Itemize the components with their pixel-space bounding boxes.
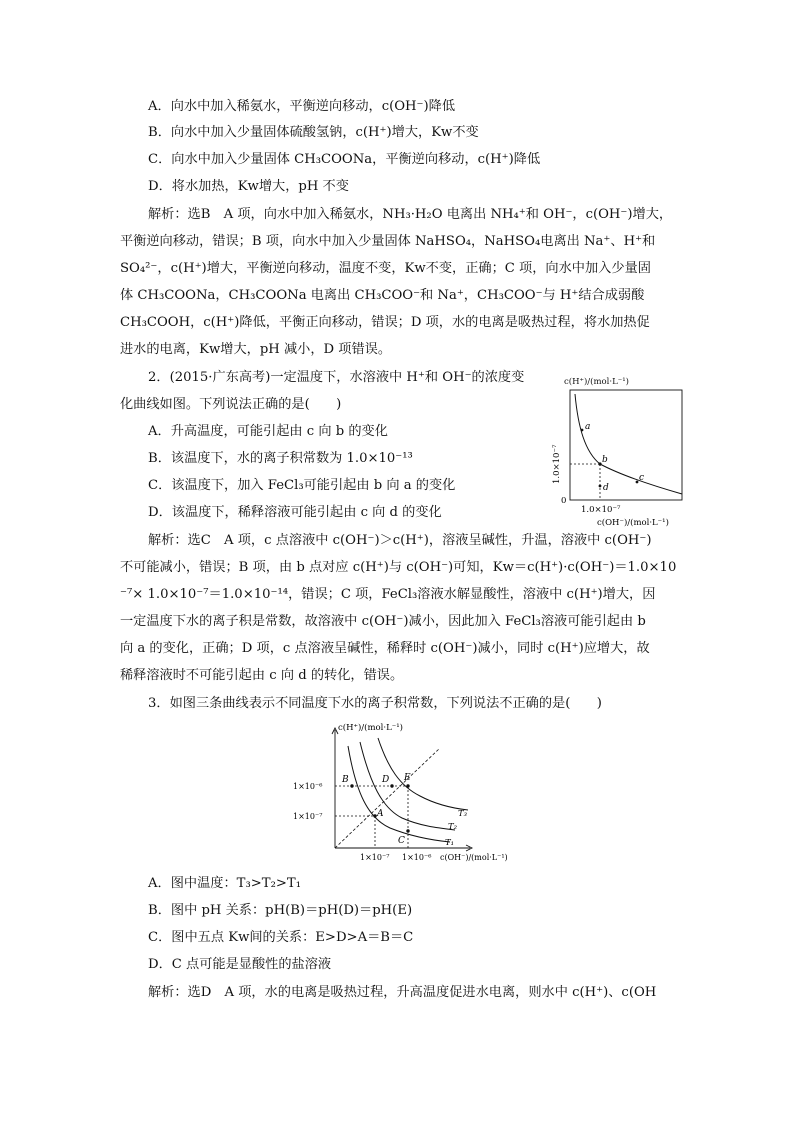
q3-label-t1: T₁: [445, 838, 455, 848]
q1-option-a: A．向水中加入稀氨水，平衡逆向移动，c(OH⁻)降低: [148, 99, 456, 114]
q2-point-c: c: [639, 473, 645, 483]
q2-explain-line: 稀释溶液时不可能引起由 c 向 d 的转化，错误。: [120, 668, 404, 683]
q2-explain-line: 不可能减小，错误；B 项，由 b 点对应 c(H⁺)与 c(OH⁻)可知，Kw＝c(H⁺)·c(OH⁻)＝1.0×10: [120, 560, 677, 575]
q1-explain-line: 平衡逆向移动，错误；B 项，向水中加入少量固体 NaHSO₄，NaHSO₄电离出 Na⁺、H⁺和: [120, 234, 656, 249]
q2-option-d: D．该温度下，稀释溶液可能引起由 c 向 d 的变化: [148, 505, 442, 520]
q1-option-b: B．向水中加入少量固体硫酸氢钠，c(H⁺)增大，Kw不变: [148, 125, 479, 140]
q1-explain-line: 进水的电离，Kw增大，pH 减小，D 项错误。: [120, 342, 392, 357]
q3-option-c: C．图中五点 Kw间的关系：E>D>A＝B＝C: [148, 930, 414, 945]
q3-ytick-1: 1×10⁻⁶: [293, 782, 323, 791]
q2-curve: [575, 394, 682, 494]
q1-explain-line: SO₄²⁻，c(H⁺)增大，平衡逆向移动，温度不变，Kw不变，正确；C 项，向水中加入少量固: [120, 261, 651, 276]
q2-explain-line: 向 a 的变化，正确；D 项，c 点溶液呈碱性，稀释时 c(OH⁻)减小，同时 c(H⁺)应增大，故: [120, 641, 650, 656]
q2-graph-ylabel: c(H⁺)/(mol·L⁻¹): [564, 377, 629, 387]
q3-stem: 3．如图三条曲线表示不同温度下水的离子积常数，下列说法不正确的是( ): [148, 696, 602, 711]
q3-graph-xlabel: c(OH⁻)/(mol·L⁻¹): [440, 853, 508, 862]
q3-explain-line: 解析：选D A 项，水的电离是吸热过程，升高温度促进水电离，则水中 c(H⁺)、c(OH: [148, 985, 657, 1000]
q3-point-c: C: [398, 836, 405, 846]
q3-option-d: D．C 点可能是显酸性的盐溶液: [148, 957, 332, 972]
q2-xtick: 1.0×10⁻⁷: [581, 505, 621, 515]
q3-graph: [290, 718, 530, 868]
q2-option-c: C．该温度下，加入 FeCl₃可能引起由 b 向 a 的变化: [148, 478, 456, 493]
q1-explain-line: CH₃COOH，c(H⁺)降低，平衡正向移动，错误；D 项，水的电离是吸热过程，将水加热促: [120, 315, 650, 330]
q3-point-d: D: [382, 775, 390, 785]
q3-label-t3: T₃: [458, 809, 468, 819]
q2-explain-line: ⁻⁷× 1.0×10⁻⁷＝1.0×10⁻¹⁴，错误；C 项，FeCl₃溶液水解显酸性，溶液中 c(H⁺)增大，因: [120, 587, 656, 602]
q3-graph-ylabel: c(H⁺)/(mol·L⁻¹): [338, 723, 403, 733]
q3-point-e: E: [404, 773, 411, 783]
q3-curve-t3: [378, 738, 468, 810]
q2-explain-line: 一定温度下水的离子积是常数，故溶液中 c(OH⁻)减小，因此加入 FeCl₃溶液可能引起由 b: [120, 614, 646, 629]
q3-point-a: A: [377, 809, 384, 819]
q3-label-t2: T₂: [448, 822, 458, 832]
q2-graph: [545, 372, 690, 530]
q2-stem: 2．(2015·广东高考)一定温度下，水溶液中 H⁺和 OH⁻的浓度变: [148, 370, 525, 385]
q2-option-b: B．该温度下，水的离子积常数为 1.0×10⁻¹³: [148, 451, 413, 466]
q1-option-d: D．将水加热，Kw增大，pH 不变: [148, 179, 349, 194]
q2-explain-line: 解析：选C A 项，c 点溶液中 c(OH⁻)＞c(H⁺)，溶液呈碱性，升温，溶液中 c(OH⁻): [148, 533, 652, 548]
q2-option-a: A．升高温度，可能引起由 c 向 b 的变化: [148, 424, 388, 439]
q3-option-b: B．图中 pH 关系：pH(B)＝pH(D)＝pH(E): [148, 903, 413, 918]
q1-explain-line: 体 CH₃COONa，CH₃COONa 电离出 CH₃COO⁻和 Na⁺，CH₃COO⁻与 H⁺结合成弱酸: [120, 288, 645, 303]
q2-ytick: 1.0×10⁻⁷: [552, 444, 562, 484]
q3-ytick-2: 1×10⁻⁷: [293, 812, 323, 821]
q1-option-c: C．向水中加入少量固体 CH₃COONa，平衡逆向移动，c(H⁺)降低: [148, 152, 541, 167]
q3-point-b: B: [342, 775, 349, 785]
q2-point-a: a: [585, 422, 591, 432]
q2-point-b: b: [602, 455, 608, 465]
q2-origin: 0: [561, 496, 567, 506]
q2-stem: 化曲线如图。下列说法正确的是( ): [120, 397, 342, 412]
q2-point-d: d: [603, 483, 609, 493]
q3-option-a: A．图中温度：T₃>T₂>T₁: [148, 876, 301, 891]
q3-xtick-1: 1×10⁻⁷: [360, 853, 390, 862]
q1-explain-line: 解析：选B A 项，向水中加入稀氨水，NH₃·H₂O 电离出 NH₄⁺和 OH⁻，c(OH⁻)增大，: [148, 207, 673, 222]
q3-xtick-2: 1×10⁻⁶: [402, 853, 432, 862]
q2-graph-xlabel: c(OH⁻)/(mol·L⁻¹): [597, 518, 669, 528]
